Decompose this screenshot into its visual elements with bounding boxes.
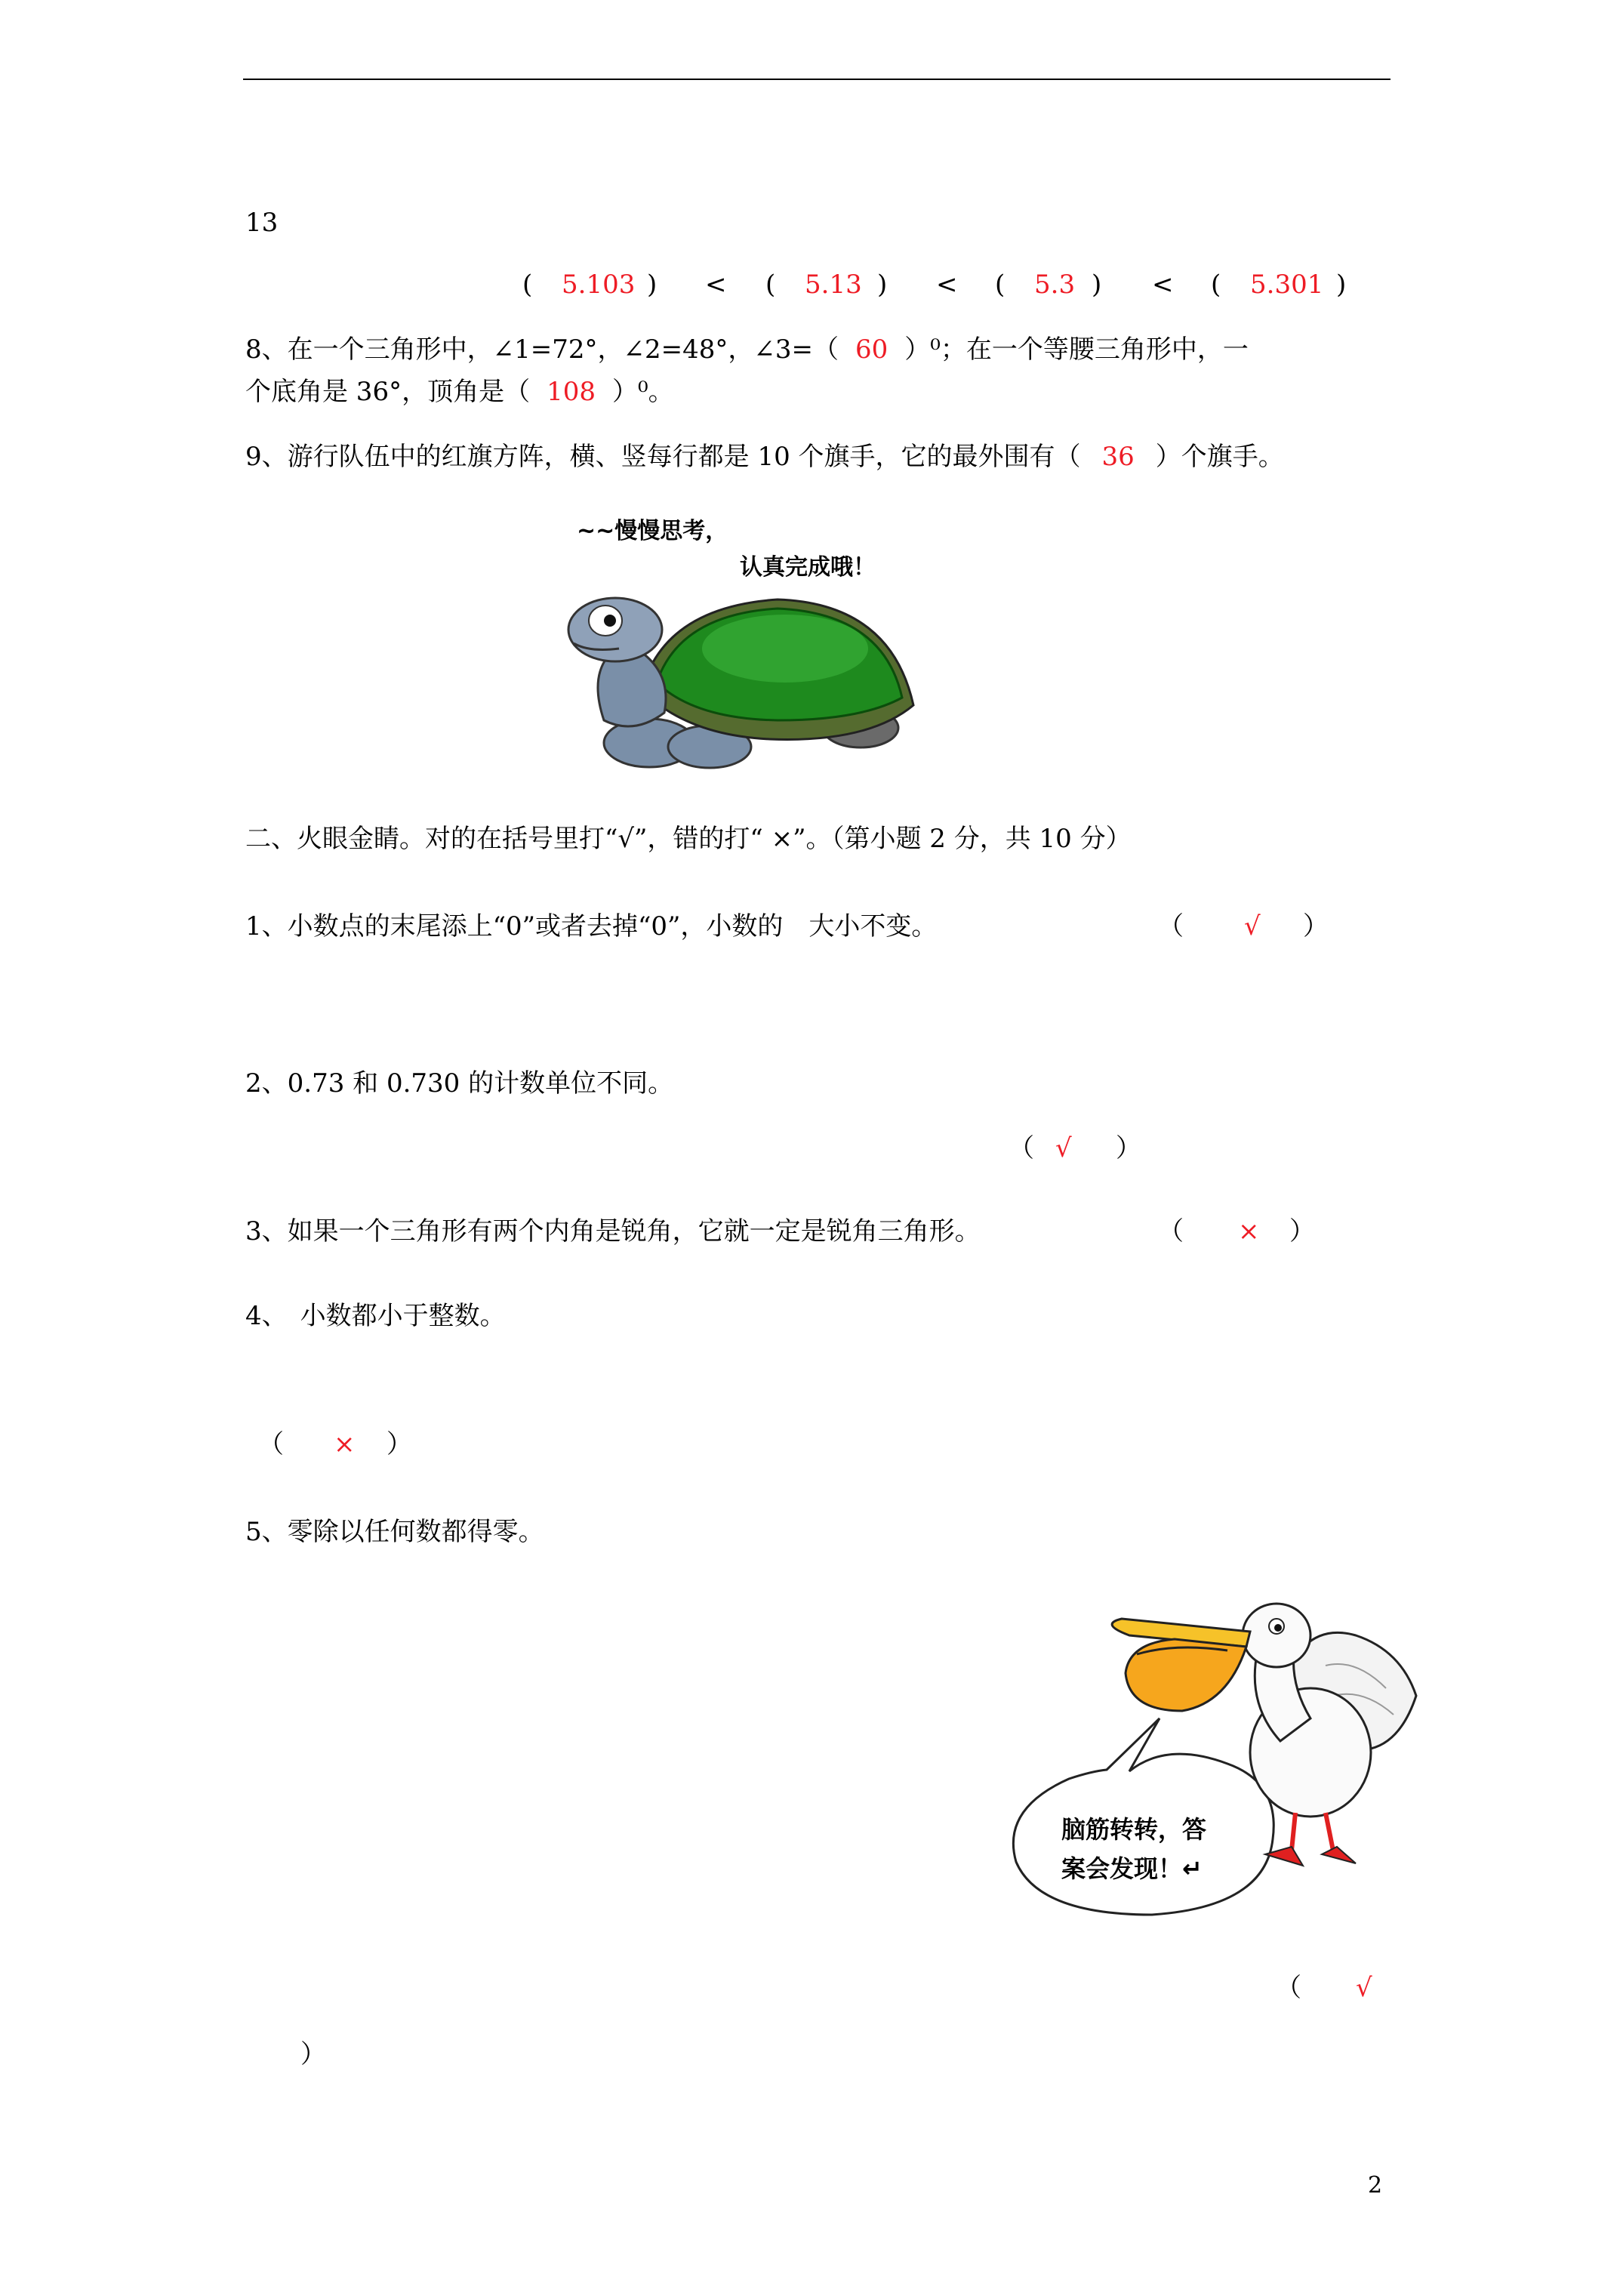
judgment-item-3-mark: ×	[1238, 1216, 1260, 1247]
question-8-answer-1: 60	[855, 334, 888, 365]
judgment-item-5-text: 5、零除以任何数都得零。	[245, 1517, 544, 1547]
judgment-item-4-mark: ×	[334, 1429, 356, 1459]
pelican-bubble-line-1: 脑筋转转，答	[1061, 1815, 1207, 1844]
judgment-item-4-text: 4、 小数都小于整数。	[245, 1301, 506, 1331]
judgment-item-1-mark: √	[1244, 911, 1261, 942]
judgment-item-1-text: 1、小数点的末尾添上“0”或者去掉“0”，小数的 大小不变。	[245, 911, 938, 942]
judgment-item-2-text: 2、0.73 和 0.730 的计数单位不同。	[245, 1068, 674, 1099]
judgment-item-1-paren-open: （	[1158, 911, 1184, 942]
paren-close: )	[1092, 270, 1102, 300]
judgment-item-2-paren-close: ）	[1116, 1133, 1141, 1163]
judgment-item-5-paren-close: ）	[300, 2039, 326, 2069]
question-8-answer-2: 108	[547, 377, 596, 407]
judgment-item-3-paren-close: ）	[1289, 1216, 1315, 1247]
pelican-illustration	[978, 1590, 1431, 1952]
less-than: <	[1152, 270, 1174, 300]
question-8-text-c: 个底角是 36°，顶角是（	[245, 377, 531, 407]
paren-open: (	[522, 270, 533, 300]
judgment-item-3-text: 3、如果一个三角形有两个内角是锐角，它就一定是锐角三角形。	[245, 1216, 981, 1247]
turtle-icon	[559, 577, 936, 776]
question-8-line-2	[245, 379, 674, 405]
question-9	[245, 444, 1284, 470]
judgment-item-2-paren-open: （	[1009, 1133, 1034, 1163]
paren-close: )	[877, 270, 888, 300]
turtle-illustration	[559, 504, 936, 776]
answer-value-1: 5.103	[562, 270, 636, 300]
paren-open: (	[765, 270, 776, 300]
turtle-caption-line-1: ~~慢慢思考，	[577, 518, 728, 544]
less-than: <	[936, 270, 958, 300]
question-9-answer: 36	[1101, 442, 1135, 472]
page-fragment-13: 13	[245, 208, 279, 238]
question-8-text-d: ）⁰。	[611, 377, 674, 407]
paren-close: )	[1336, 270, 1347, 300]
paren-open: (	[1211, 270, 1221, 300]
section-2-heading: 二、火眼金睛。对的在括号里打“√”，错的打“ ×”。（第小题 2 分，共 10 分）	[245, 824, 1132, 854]
question-8-line-1	[245, 334, 1249, 365]
paren-close: )	[647, 270, 658, 300]
header-rule	[243, 79, 1390, 80]
answer-value-4: 5.301	[1250, 270, 1324, 300]
question-8-text-b: ）⁰；在一个等腰三角形中，一	[904, 334, 1249, 365]
pelican-bubble-line-2: 案会发现！↵	[1061, 1854, 1203, 1883]
less-than: <	[705, 270, 727, 300]
judgment-item-5-paren-open: （	[1276, 1973, 1301, 2003]
paren-open: (	[995, 270, 1006, 300]
question-8-text-a: 8、在一个三角形中，∠1=72°，∠2=48°，∠3=（	[245, 334, 839, 365]
judgment-item-4-paren-open: （	[258, 1429, 284, 1459]
judgment-item-2-mark: √	[1055, 1133, 1072, 1163]
page-number: 2	[1368, 2172, 1383, 2199]
answer-value-2: 5.13	[805, 270, 862, 300]
judgment-item-3-paren-open: （	[1158, 1216, 1184, 1247]
question-9-text-b: ）个旗手。	[1155, 442, 1284, 472]
pelican-icon	[978, 1590, 1431, 1952]
answer-value-3: 5.3	[1034, 270, 1076, 300]
judgment-item-1-paren-close: ）	[1303, 911, 1329, 942]
judgment-item-5-mark: √	[1356, 1973, 1372, 2003]
question-9-text-a: 9、游行队伍中的红旗方阵，横、竖每行都是 10 个旗手，它的最外围有（	[245, 442, 1081, 472]
turtle-caption-line-2: 认真完成哦！	[740, 554, 876, 581]
judgment-item-4-paren-close: ）	[387, 1429, 412, 1459]
